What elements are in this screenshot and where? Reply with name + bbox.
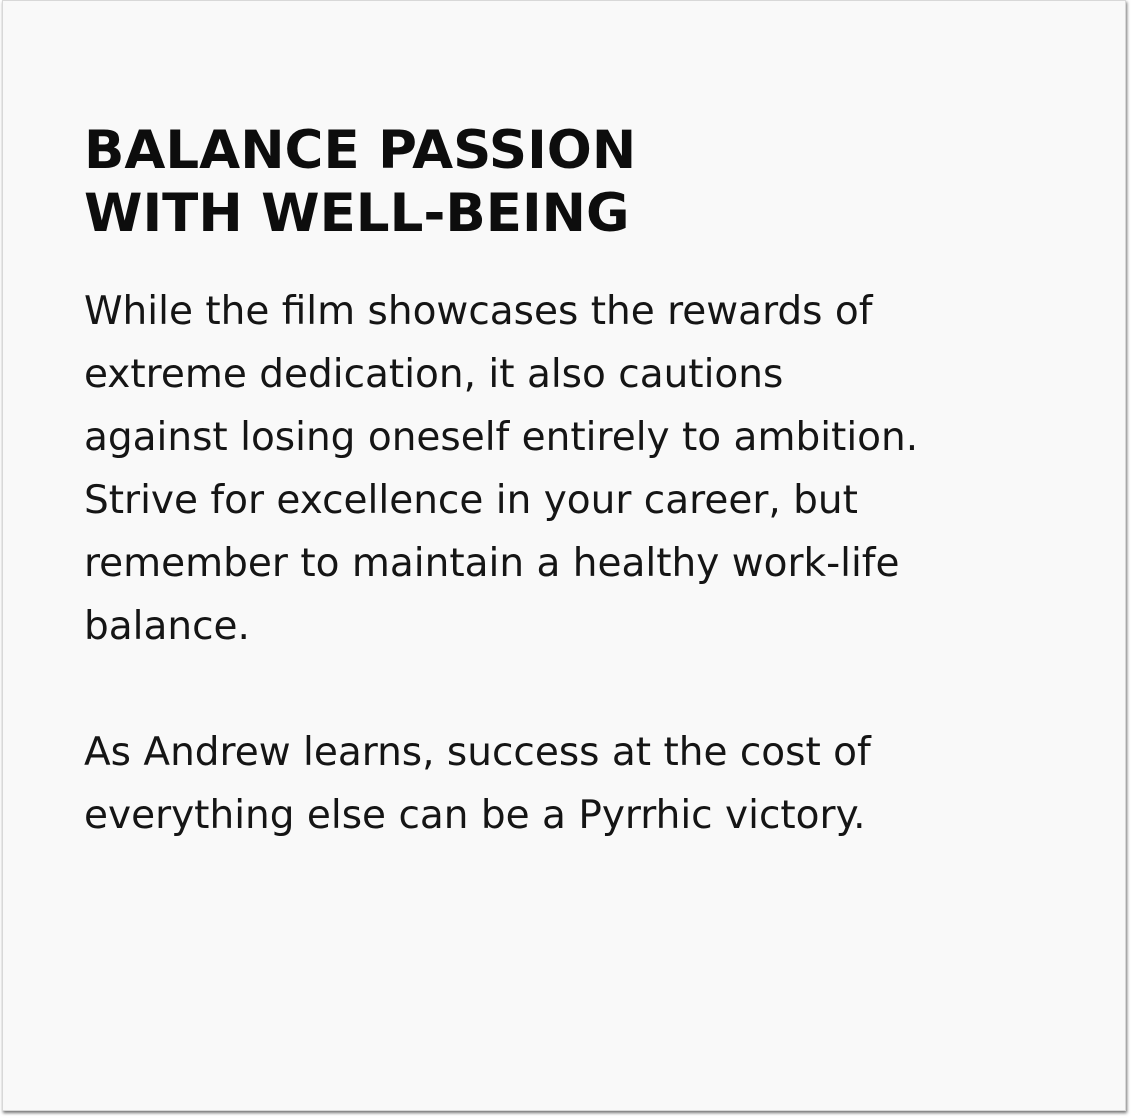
paragraph-line: extreme dedication, it also cautions bbox=[84, 352, 784, 397]
paragraph-line: remember to maintain a healthy work-life bbox=[84, 541, 900, 586]
paragraph-line: As Andrew learns, success at the cost of bbox=[84, 730, 871, 775]
card-content bbox=[84, 119, 1044, 847]
body-paragraph bbox=[84, 280, 1044, 658]
title-line: BALANCE PASSION bbox=[84, 120, 637, 181]
paragraph-line: balance. bbox=[84, 604, 250, 649]
paragraph-line: Strive for excellence in your career, but bbox=[84, 478, 858, 523]
body-paragraph bbox=[84, 721, 1044, 847]
title-line: WITH WELL-BEING bbox=[84, 183, 630, 244]
paragraph-line: everything else can be a Pyrrhic victory. bbox=[84, 793, 866, 838]
paragraph-line: While the film showcases the rewards of bbox=[84, 289, 873, 334]
page-title bbox=[84, 119, 1044, 245]
content-card bbox=[2, 0, 1126, 1111]
paragraph-line: against losing oneself entirely to ambition. bbox=[84, 415, 919, 460]
